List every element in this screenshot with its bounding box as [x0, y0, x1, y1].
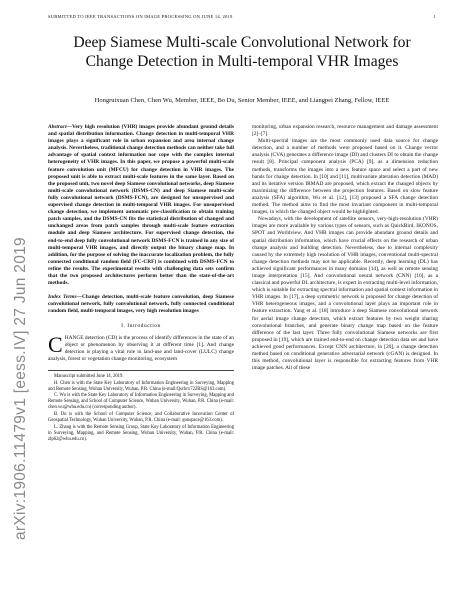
section-heading-introduction: I. Introduction: [121, 323, 161, 330]
body-paragraph: Multi-spectral images are the most commonly used data source for change detection, and a number of methods were proposed based on it. Change vector analysis (CVA) generates a difference image (DI) and clusters DI to obtain the change result [8]. Principal component analysis (PCA) [9], as a dimension reduction methods, transforms the images into a new feature space and select a part of new bands for change detection. In [10] and [11], multivariate alteration detection (MAD) and its iterative version IRMAD are proposed, which extract the changed objects by maximizing the difference between the projection features. Based on slow feature analysis (SFA) algorithm, Wu et al. [12], [13] proposed a SFA change detection method. The method aims to find the most invariant component in multi-temporal images, in which the changed object would be highlighted.: [252, 138, 438, 216]
intro-paragraph: [48, 331, 234, 363]
left-column: [48, 124, 234, 443]
right-column: [252, 124, 438, 372]
abstract-text: —Very high resolution (VHR) images provide abundant ground details and spatial distribution information. Change detection in multi-temporal VHR images plays a significant role in urban expansion and area internal change analysis. Nevertheless, traditional change detection methods can neither take full advantage of spatial context information nor cope with the complex internal heterogeneity of VHR images. In this paper, we propose a powerful multi-scale feature convolution unit (MFCU) for change detection in VHR images. The proposed unit is able to extract multi-scale features in the same layer. Based on the proposed unit, two novel deep Siamese convolutional networks, deep Siamese multi-scale convolutional network (DSMS-CN) and deep Siamese multi-scale fully convolutional network (DSMS-FCN), are designed for unsupervised and supervised change detection in multi-temporal VHR images. For unsupervised change detection, we implement automatic pre-classification to obtain training patch samples, and the DSMS-CN fits the statistical distribution of changed and unchanged areas from patch samples through multi-scale feature extraction module and deep Siamese architecture. For supervised change detection, the end-to-end deep fully convolutional network DSMS-FCN is trained in any size of multi-temporal VHR images, and directly output the binary change map. In addition, for the purpose of solving the inaccurate localization problem, the fully connected conditional random field (FC-CRF) is combined with DSMS-FCN to refine the results. The experimental results with challenging data sets confirm that the two proposed architectures perform better than the state-of-the-art methods.: [48, 124, 234, 287]
index-terms: [48, 294, 234, 315]
abstract: [48, 124, 234, 287]
footnote: Manuscript submitted June 14, 2019.: [54, 373, 124, 379]
page-number: 1: [433, 14, 436, 19]
body-paragraph: monitoring, urban expansion research, resource management and damage assessment [2]–[7].: [252, 124, 438, 138]
footnote: B. Du is with the School of Computer Science, and Collaborative Innovation Center of Geospatial Technology, Wuhan University, Wuhan, P.R. China (e-mail: gunspace@163.com).: [48, 411, 234, 424]
footnote: L. Zhang is with the Remote Sensing Group, State Key Laboratory of Information Engineering in Surveying, Mapping, and Remote Sensing, Wuhan University, Wuhan, P.R. China (e-mail: zlp62@whu.edu.cn).: [48, 424, 234, 442]
author-list: Hongruixuan Chen, Chen Wu, Member, IEEE, Bo Du, Senior Member, IEEE, and Liangpei Zhang, Fellow, IEEE: [94, 97, 390, 104]
index-terms-text: —Change detection, multi-scale feature convolution, deep Siamese convolutional network, fully convolutional network, fully connected conditional random field, multi-temporal images, very high resolution images: [48, 294, 234, 315]
drop-cap: C: [48, 331, 63, 357]
arxiv-stamp-text: arXiv:1906.11479v1 [eess.IV] 27 Jun 2019: [12, 237, 29, 540]
running-head-text: SUBMITTED TO IEEE TRANSACTIONS ON IMAGE PROCESSING ON JUNE 14, 2019: [48, 14, 233, 19]
intro-text: HANGE detection (CD) is the process of identify differences in the state of an object or phenomenon by observing it at different time [1]. And change detection is playing a vital role in land-use and land-cover (LULC) change analysis, forest or vegetation change monitoring, ecosystem: [48, 334, 234, 362]
body-paragraph: Nowadays, with the development of satellite sensors, very-high-resolution (VHR) images are more available by various types of sensors, such as QuickBird, IKONOS, SPOT and Worldview. And VHR images can provide abundant ground details and spatial distribution information, which have crucial effects on the research of urban change analysis and building detection. Nevertheless, due to internal complexity caused by the extremely high resolution of VHR images, conventional multi-spectral change detection methods may not be applicable. Recently, deep learning (DL) has achieved significant performances in many domains [14], as well as remote sensing image interpretation [15]. And convolutional neural network (CNN) [16], as a classical and powerful DL architecture, is expert in extracting multi-level information, which is suitable for extracting spectral information and spatial context information in VHR images. In [17], a deep symmetric network is proposed for change detection of VHR heterogeneous images, and a convolutional layer plays an important role in feature extraction. Yang et al. [18] introduce a deep Siamese convolutional network for aerial image change detection, which extract features by two weight sharing convolutional branches, and generate binary change map based on the feature difference of the last layer. Three fully convolutional Siamese networks are first proposed in [19], which are trained end-to-end on change detection data set and have achieved good performances. Except CNN architecture, in [20], a change detection method based on conditional generative adversarial network (cGAN) is designed. In this method, convolutional layer is responsible for extracting features from VHR image patches. All of these: [252, 216, 439, 372]
running-head: [48, 14, 436, 22]
abstract-paragraph: [48, 124, 234, 287]
paper-title: Deep Siamese Multi-scale Convolutional Network for Change Detection in Multi-temporal VHR Images: [73, 34, 411, 70]
footnote: C. Wu is with the State Key Laboratory of Information Engineering in Surveying, Mapping and Remote Sensing, and School of Computer Science, Wuhan University, Wuhan, P.R. China (e-mail: chen.wu@whu.edu.cn) (corresponding author).: [48, 393, 234, 411]
footnote: H. Chen is with the State Key Laboratory of Information Engineering in Surveying, Mapping and Remote Sensing, Wuhan University, Wuhan, P.R. China (e-mail:Qschrx722RS@163.com).: [48, 380, 234, 392]
index-terms-label: Index Terms: [48, 294, 77, 301]
abstract-label: Abstract: [48, 124, 67, 130]
footnotes: [48, 370, 234, 443]
